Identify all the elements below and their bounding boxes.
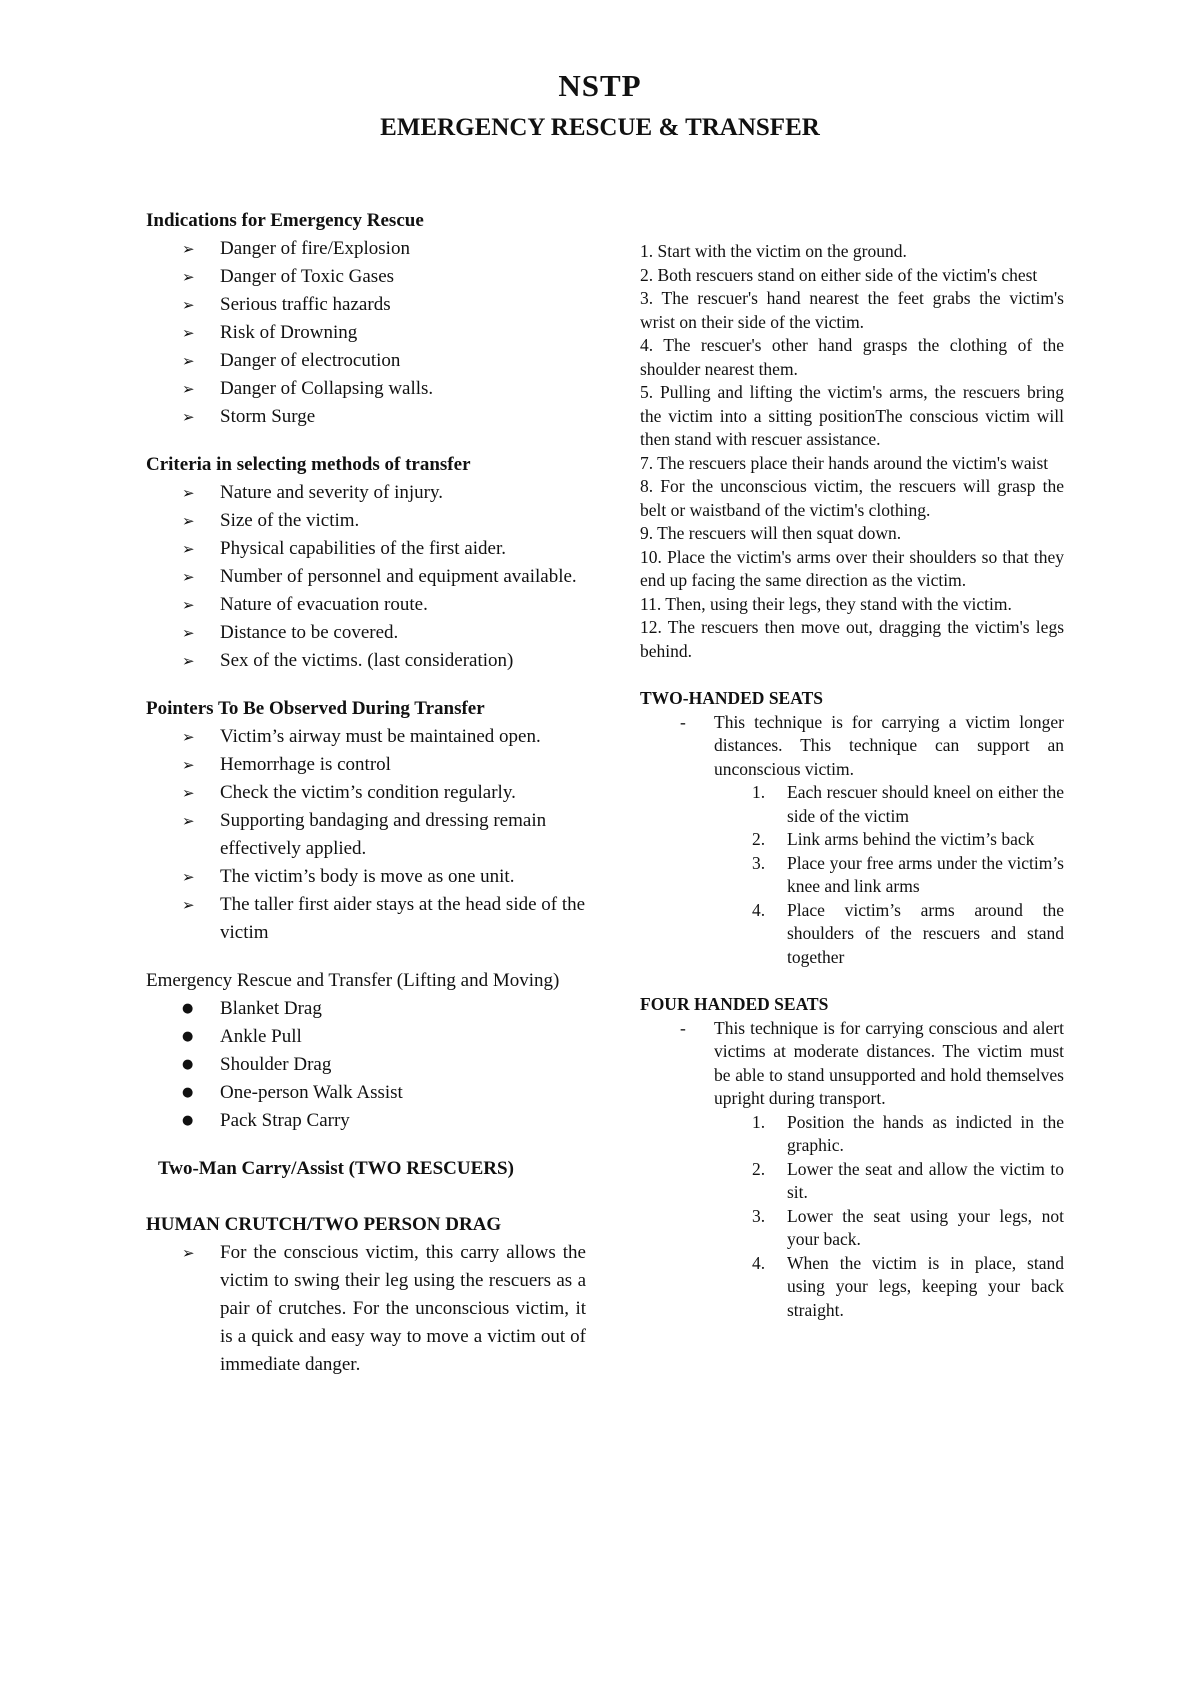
section-heading: Pointers To Be Observed During Transfer: [146, 698, 485, 719]
two-handed-steps: [640, 781, 1064, 969]
step-item: 9. The rescuers will then squat down.: [640, 523, 902, 543]
list-item: ● Pack Strap Carry: [146, 1107, 586, 1135]
list-item: 1. Position the hands as indicted in the graphic.: [752, 1111, 1064, 1155]
list-item: ➢ Danger of Toxic Gases: [146, 263, 586, 291]
list-item: ➢ Danger of fire/Explosion: [146, 235, 586, 263]
criteria-list: [146, 479, 586, 675]
list-item: ➢ Risk of Drowning: [146, 319, 586, 347]
list-item: ➢ For the conscious victim, this carry allows the victim to swing their leg using the rescuers as a pair of crutches. For the unconscious victim, it is a quick and easy way to move a victim out of immediate danger.: [146, 1239, 586, 1379]
list-item: ➢ Check the victim’s condition regularly.: [146, 779, 586, 807]
step-item: 11. Then, using their legs, they stand with the victim.: [640, 593, 1012, 614]
section-heading: Criteria in selecting methods of transfer: [146, 454, 471, 475]
step-item: 1. Start with the victim on the ground.: [640, 241, 907, 261]
list-item: ➢ Nature and severity of injury.: [146, 479, 586, 507]
step-item: 4. The rescuer's other hand grasps the clothing of the shoulder nearest them.: [640, 335, 1064, 379]
pointers-list: [146, 723, 586, 947]
list-item: ● Ankle Pull: [146, 1023, 586, 1051]
step-item: 10. Place the victim's arms over their shoulders so that they end up facing the same direction as the victim.: [640, 546, 1064, 590]
page-title: NSTP: [558, 68, 642, 103]
page-subtitle: EMERGENCY RESCUE & TRANSFER: [380, 114, 820, 141]
list-item: ● Blanket Drag: [146, 995, 586, 1023]
list-item: ➢ Hemorrhage is control: [146, 751, 586, 779]
list-item: 3. Lower the seat using your legs, not your back.: [752, 1205, 1064, 1249]
right-column: [640, 240, 1064, 1322]
list-item: ➢ The taller first aider stays at the head side of the victim: [146, 891, 586, 947]
section-heading: Two-Man Carry/Assist (TWO RESCUERS): [158, 1158, 514, 1179]
list-item: 4. When the victim is in place, stand using your legs, keeping your back straight.: [752, 1252, 1064, 1320]
step-item: 7. The rescuers place their hands around the victim's waist: [640, 452, 1049, 473]
list-item: 1. Each rescuer should kneel on either the side of the victim: [752, 782, 1064, 826]
list-item: ➢ Number of personnel and equipment available.: [146, 563, 586, 591]
section-heading: HUMAN CRUTCH/TWO PERSON DRAG: [146, 1214, 502, 1235]
human-crutch-list: [146, 1239, 586, 1379]
list-item: ● Shoulder Drag: [146, 1051, 586, 1079]
list-item: ➢ Physical capabilities of the first aider.: [146, 535, 586, 563]
list-item: ➢ Supporting bandaging and dressing remain effectively applied.: [146, 807, 586, 863]
technique-intro: - This technique is for carrying a victim longer distances. This technique can support an unconscious victim.: [640, 711, 1064, 782]
section-heading: FOUR HANDED SEATS: [640, 994, 829, 1014]
technique-intro: - This technique is for carrying conscious and alert victims at moderate distances. The victim must be able to stand unsupported and hold themselves upright during transport.: [640, 1017, 1064, 1111]
list-item: ➢ The victim’s body is move as one unit.: [146, 863, 586, 891]
list-item: ➢ Danger of Collapsing walls.: [146, 375, 586, 403]
section-heading: Emergency Rescue and Transfer (Lifting and Moving): [146, 970, 560, 991]
list-item: ➢ Storm Surge: [146, 403, 586, 431]
list-item: 2. Lower the seat and allow the victim to sit.: [752, 1158, 1064, 1202]
indications-list: [146, 235, 586, 431]
step-item: 8. For the unconscious victim, the rescuers will grasp the belt or waistband of the victim's clothing.: [640, 476, 1064, 520]
step-item: 2. Both rescuers stand on either side of the victim's chest: [640, 264, 1038, 285]
step-item: 12. The rescuers then move out, dragging the victim's legs behind.: [640, 617, 1064, 661]
left-column: [146, 207, 586, 1399]
section-heading: Indications for Emergency Rescue: [146, 210, 424, 231]
list-item: ➢ Danger of electrocution: [146, 347, 586, 375]
step-item: 5. Pulling and lifting the victim's arms, the rescuers bring the victim into a sitting positionThe conscious victim will then stand with rescuer assistance.: [640, 382, 1064, 449]
list-item: ➢ Nature of evacuation route.: [146, 591, 586, 619]
four-handed-steps: [640, 1111, 1064, 1323]
list-item: ➢ Serious traffic hazards: [146, 291, 586, 319]
lifting-list: [146, 995, 586, 1135]
list-item: ➢ Victim’s airway must be maintained open.: [146, 723, 586, 751]
list-item: ➢ Size of the victim.: [146, 507, 586, 535]
section-heading: TWO-HANDED SEATS: [640, 688, 823, 708]
list-item: 3. Place your free arms under the victim’s knee and link arms: [752, 852, 1064, 896]
list-item: 4. Place victim’s arms around the shoulders of the rescuers and stand together: [752, 899, 1064, 967]
list-item: ➢ Sex of the victims. (last consideration): [146, 647, 586, 675]
list-item: ● One-person Walk Assist: [146, 1079, 586, 1107]
list-item: 2. Link arms behind the victim’s back: [752, 829, 1035, 849]
step-item: 3. The rescuer's hand nearest the feet grabs the victim's wrist on their side of the victim.: [640, 288, 1064, 332]
list-item: ➢ Distance to be covered.: [146, 619, 586, 647]
